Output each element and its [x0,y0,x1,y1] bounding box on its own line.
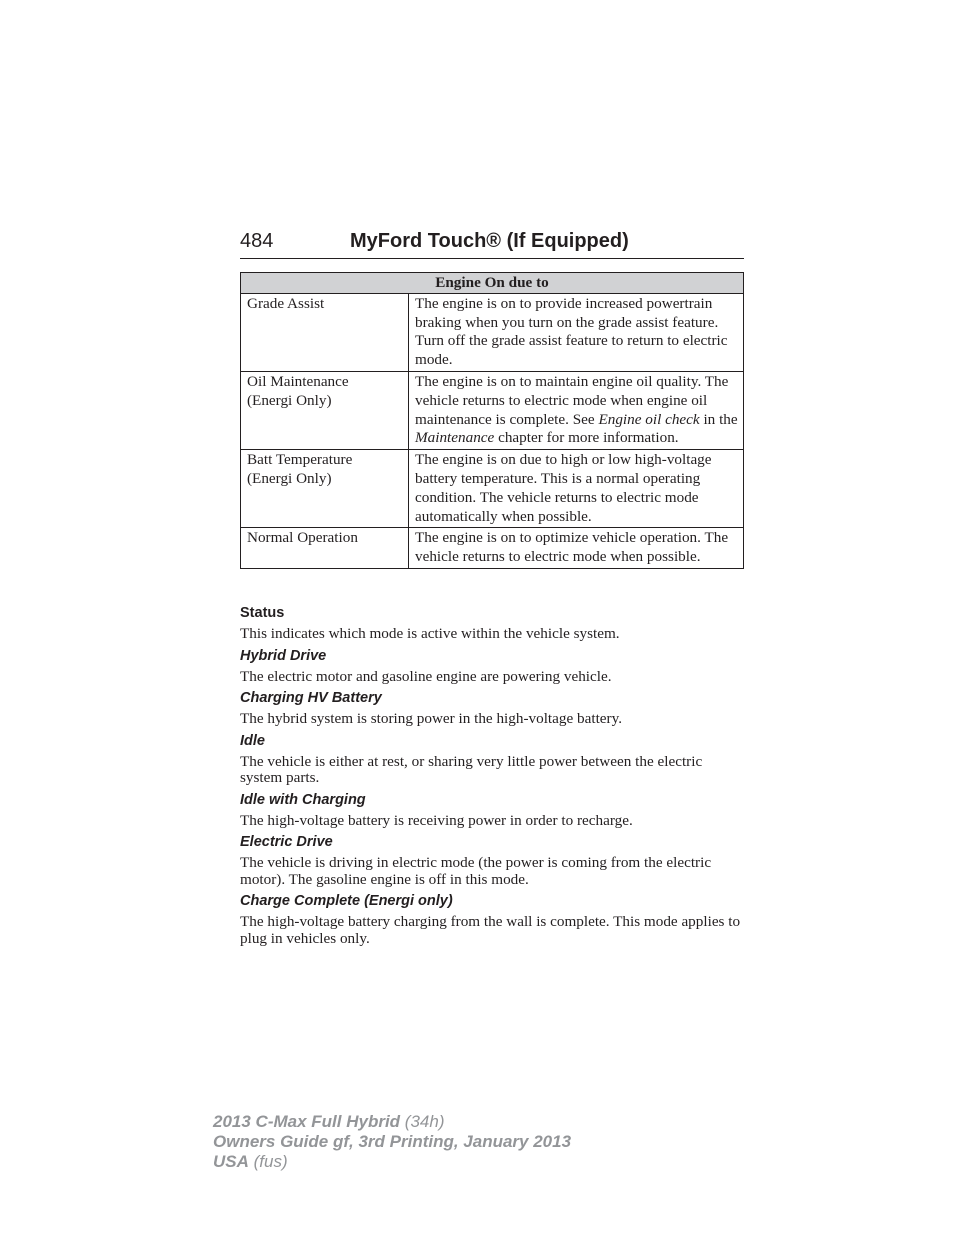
subheading: Hybrid Drive [240,647,327,664]
paragraph: The high-voltage battery is receiving power in order to recharge. [240,811,633,829]
desc-text: in the [699,410,738,428]
paragraph: The hybrid system is storing power in the high-voltage battery. [240,710,623,727]
page-number: 484 [240,230,274,252]
cause-line: (Energi Only) [247,469,332,487]
cause-line: Oil Maintenance [247,372,349,390]
paragraph: The high-voltage battery charging from the wall is complete. This mode applies to plug in vehicles only. [240,913,741,947]
table-cell-cause [241,450,409,528]
table-row [241,371,744,449]
section-paragraph: This indicates which mode is active within the vehicle system. [240,625,620,642]
footer-code: (34h) [404,1112,445,1131]
table-row [241,293,744,371]
cross-reference: Engine oil check [598,410,700,428]
table-cell-cause [241,371,409,449]
status-section [240,604,744,951]
table-cell-desc: The engine is on due to high or low high-voltage battery temperature. This is a normal operating condition. The vehicle returns to electric mode automatically when possible. [409,450,744,528]
subheading: Charging HV Battery [240,690,382,706]
engine-on-table [240,272,744,569]
desc-text: chapter for more information. [494,429,679,447]
subheading: Idle with Charging [240,791,366,808]
footer-line [213,1112,571,1132]
cause-line: Batt Temperature [247,451,353,469]
chapter-title: MyFord Touch® (If Equipped) [350,230,629,252]
table-header: Engine On due to [241,273,744,294]
footer-market: USA [213,1152,249,1171]
paragraph: The vehicle is driving in electric mode (the power is coming from the electric motor). The gasoline engine is off in this mode. [240,854,712,888]
subheading: Idle [240,732,265,749]
table-cell-cause: Grade Assist [241,293,409,371]
desc-text: The engine is on to maintain engine oil quality. The vehicle returns to electric mode when engine oil maintenance is complete. See [415,372,729,428]
table-header-row [241,273,744,294]
footer-code: (fus) [253,1152,288,1171]
footer-model: 2013 C-Max Full Hybrid [213,1112,401,1131]
section-heading: Status [240,605,285,621]
cross-reference: Maintenance [415,429,495,447]
subheading: Charge Complete (Energi only) [240,893,453,909]
page-header [240,228,744,259]
footer-line [213,1132,571,1152]
cause-line: (Energi Only) [247,391,332,409]
footer-line [213,1152,571,1172]
table-row [241,528,744,569]
footer-guide: Owners Guide gf, 3rd Printing, January 2013 [213,1132,572,1151]
table-cell-desc [409,371,744,449]
table-cell-cause: Normal Operation [241,528,409,569]
paragraph: The vehicle is either at rest, or sharing very little power between the electric system parts. [240,752,703,786]
subheading: Electric Drive [240,834,333,850]
page-footer [213,1112,571,1172]
paragraph: The electric motor and gasoline engine are powering vehicle. [240,667,612,685]
table-cell-desc: The engine is on to optimize vehicle operation. The vehicle returns to electric mode when possible. [409,528,744,569]
table-row [241,450,744,528]
table-cell-desc: The engine is on to provide increased powertrain braking when you turn on the grade assist feature. Turn off the grade assist feature to return to electric mode. [409,293,744,371]
